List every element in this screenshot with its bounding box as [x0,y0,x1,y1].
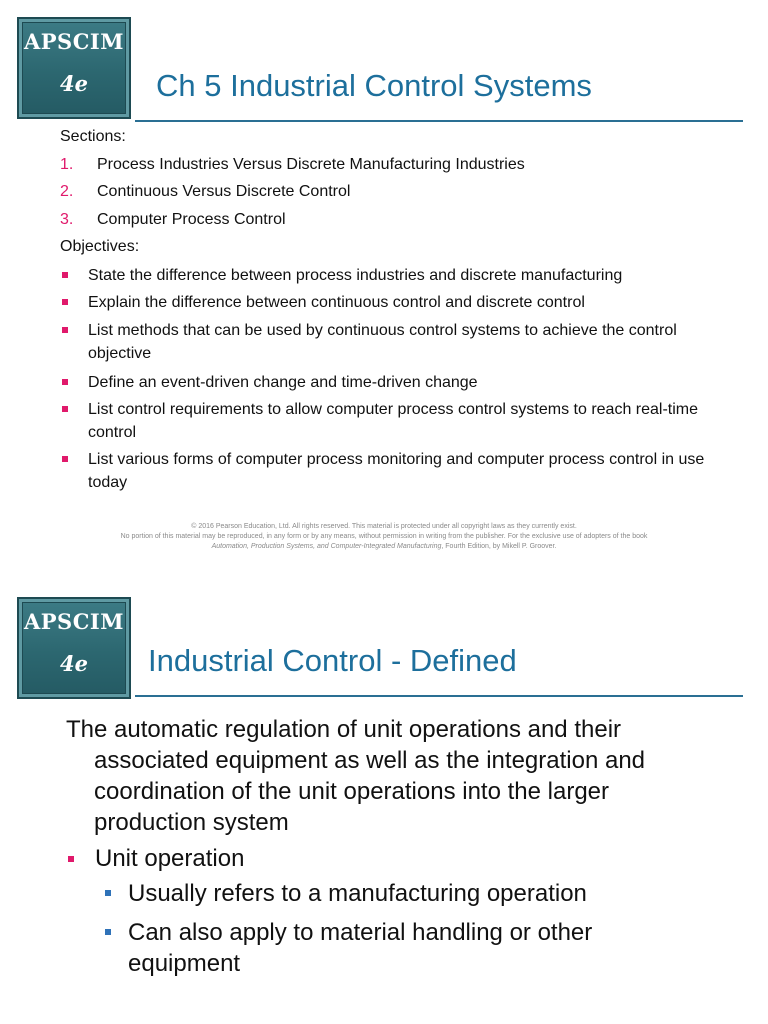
objective-item [60,264,740,287]
section-text: Computer Process Control [97,211,286,228]
objective-text: List methods that can be used by continuous control systems to achieve the control objective [88,322,677,362]
logo-edition: 4e [60,651,88,676]
bullet-square-icon [62,299,68,305]
apscim-logo [17,17,131,119]
logo-text: APSCIM [23,609,125,634]
section-item [60,211,286,229]
sub-bullet-text: Usually refers to a manufacturing operation [128,880,587,907]
objective-text: Explain the difference between continuous control and discrete control [88,294,585,311]
title-rule [135,695,743,697]
slide-title: Industrial Control - Defined [148,643,517,678]
section-text: Continuous Versus Discrete Control [97,183,351,200]
logo-edition: 4e [60,71,88,96]
copyright-line: No portion of this material may be reproduced, in any form or by any means, without permission in writing from the publisher. For the exclusive use of adopters of the book [120,533,648,540]
objective-text: State the difference between process industries and discrete manufacturing [88,267,623,284]
objective-item [60,398,740,444]
section-text: Process Industries Versus Discrete Manufacturing Industries [97,156,525,173]
definition-first-line: The automatic regulation of unit operations and their [66,716,622,743]
bullet-square-icon [62,327,68,333]
sub-bullet-square-icon [105,890,111,896]
definition-continuation: associated equipment as well as the integration and coordination of the unit operations into the larger production system [94,747,646,836]
bullet-square-icon [62,379,68,385]
bullet-square-icon [62,406,68,412]
definition-paragraph [66,714,726,838]
bullet-square-icon [62,272,68,278]
sub-bullet-text: Can also apply to material handling or other equipment [128,919,593,977]
copyright-line [0,542,768,552]
objective-text: List various forms of computer process monitoring and computer process control in use today [88,451,705,491]
objective-item [60,371,740,394]
section-item [60,156,525,174]
objective-item [60,291,740,314]
title-rule [135,120,743,122]
logo-text: APSCIM [23,29,125,54]
section-number: 1. [60,156,74,173]
book-title: Automation, Production Systems, and Computer-Integrated Manufacturing [211,543,442,550]
objective-text: Define an event-driven change and time-driven change [88,374,478,391]
sub-bullet-item [105,878,705,909]
objective-item [60,319,740,365]
slide-2 [0,580,768,1024]
slide-title: Ch 5 Industrial Control Systems [156,68,592,103]
sections-heading: Sections: [60,128,126,145]
bullet-text: Unit operation [95,845,245,872]
bullet-square-icon [62,456,68,462]
book-credit: , Fourth Edition, by Mikell P. Groover. [441,543,557,550]
objectives-heading: Objectives: [60,238,140,255]
sub-bullet-square-icon [105,929,111,935]
section-number: 2. [60,183,74,200]
objective-item [60,448,740,494]
bullet-square-icon [68,856,74,862]
apscim-logo [17,597,131,699]
section-number: 3. [60,211,74,228]
sub-bullet-item [105,917,705,979]
copyright-notice [0,522,768,552]
bullet-item [66,845,244,873]
copyright-line: © 2016 Pearson Education, Ltd. All rights reserved. This material is protected under all copyright laws as they currently exist. [191,523,577,530]
section-item [60,183,350,201]
objective-text: List control requirements to allow computer process control systems to reach real-time control [88,401,699,441]
